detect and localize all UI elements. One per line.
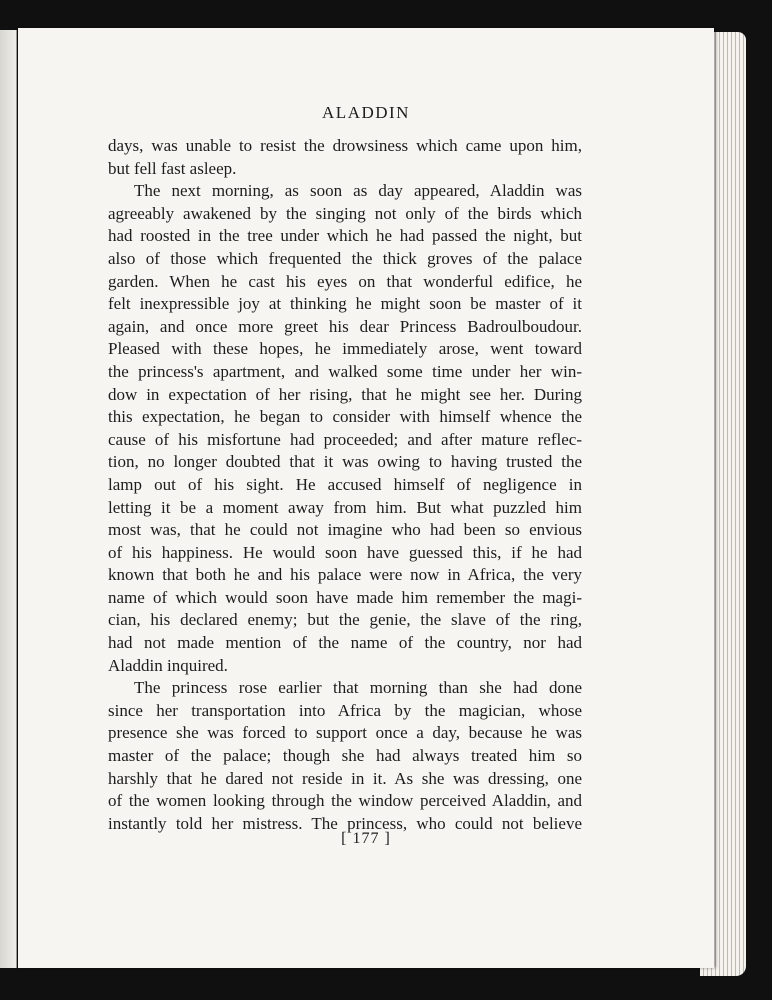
text-line: had not made mention of the name of the country, nor had xyxy=(108,633,582,653)
text-line: had roosted in the tree under which he had passed the night, but xyxy=(108,226,582,246)
text-line: most was, that he could not imagine who had been so envious xyxy=(108,520,582,540)
book-page xyxy=(18,28,714,968)
text-line: letting it be a moment away from him. But what puzzled him xyxy=(108,497,582,517)
text-line: The princess rose earlier that morning than she had done xyxy=(134,678,582,698)
text-line: lamp out of his sight. He accused himself of negligence in xyxy=(108,474,582,494)
text-line: felt inexpressible joy at thinking he might soon be master of it xyxy=(108,294,582,314)
body-text xyxy=(108,135,582,835)
text-line: presence she was forced to support once a day, because he was xyxy=(108,723,582,743)
text-line: name of which would soon have made him remember the magi- xyxy=(108,587,582,607)
text-line: Pleased with these hopes, he immediately arose, went toward xyxy=(108,339,582,359)
page-number: [ 177 ] xyxy=(341,830,391,847)
text-line: cause of his misfortune had proceeded; and after mature reflec- xyxy=(108,429,582,449)
text-line: known that both he and his palace were now in Africa, the very xyxy=(108,565,582,585)
text-line: the princess's apartment, and walked some time under her win- xyxy=(108,361,582,381)
text-line: of the women looking through the window perceived Aladdin, and xyxy=(108,791,582,811)
text-line: dow in expectation of her rising, that he might see her. During xyxy=(108,384,582,404)
text-line: days, was unable to resist the drowsiness which came upon him, xyxy=(108,136,582,155)
text-line: also of those which frequented the thick groves of the palace xyxy=(108,248,582,268)
text-line: garden. When he cast his eyes on that wonderful edifice, he xyxy=(108,271,582,291)
left-page-edge xyxy=(0,30,17,968)
text-line: master of the palace; though she had always treated him so xyxy=(108,746,582,766)
text-line: cian, his declared enemy; but the genie, the slave of the ring, xyxy=(108,610,582,630)
text-line: Aladdin inquired. xyxy=(108,655,228,675)
running-header: ALADDIN xyxy=(322,103,410,122)
text-line: instantly told her mistress. The princess, who could not believe xyxy=(108,813,582,833)
text-line: harshly that he dared not reside in it. As she was dressing, one xyxy=(108,768,582,788)
text-line: this expectation, he began to consider with himself whence the xyxy=(108,407,582,427)
text-line: but fell fast asleep. xyxy=(108,158,237,178)
text-line: agreeably awakened by the singing not only of the birds which xyxy=(108,203,582,223)
text-line: again, and once more greet his dear Princess Badroulboudour. xyxy=(108,316,582,336)
text-line: since her transportation into Africa by the magician, whose xyxy=(108,700,582,720)
text-line: The next morning, as soon as day appeared, Aladdin was xyxy=(134,181,582,201)
text-line: tion, no longer doubted that it was owing to having trusted the xyxy=(108,452,582,472)
text-line: of his happiness. He would soon have guessed this, if he had xyxy=(108,542,582,562)
